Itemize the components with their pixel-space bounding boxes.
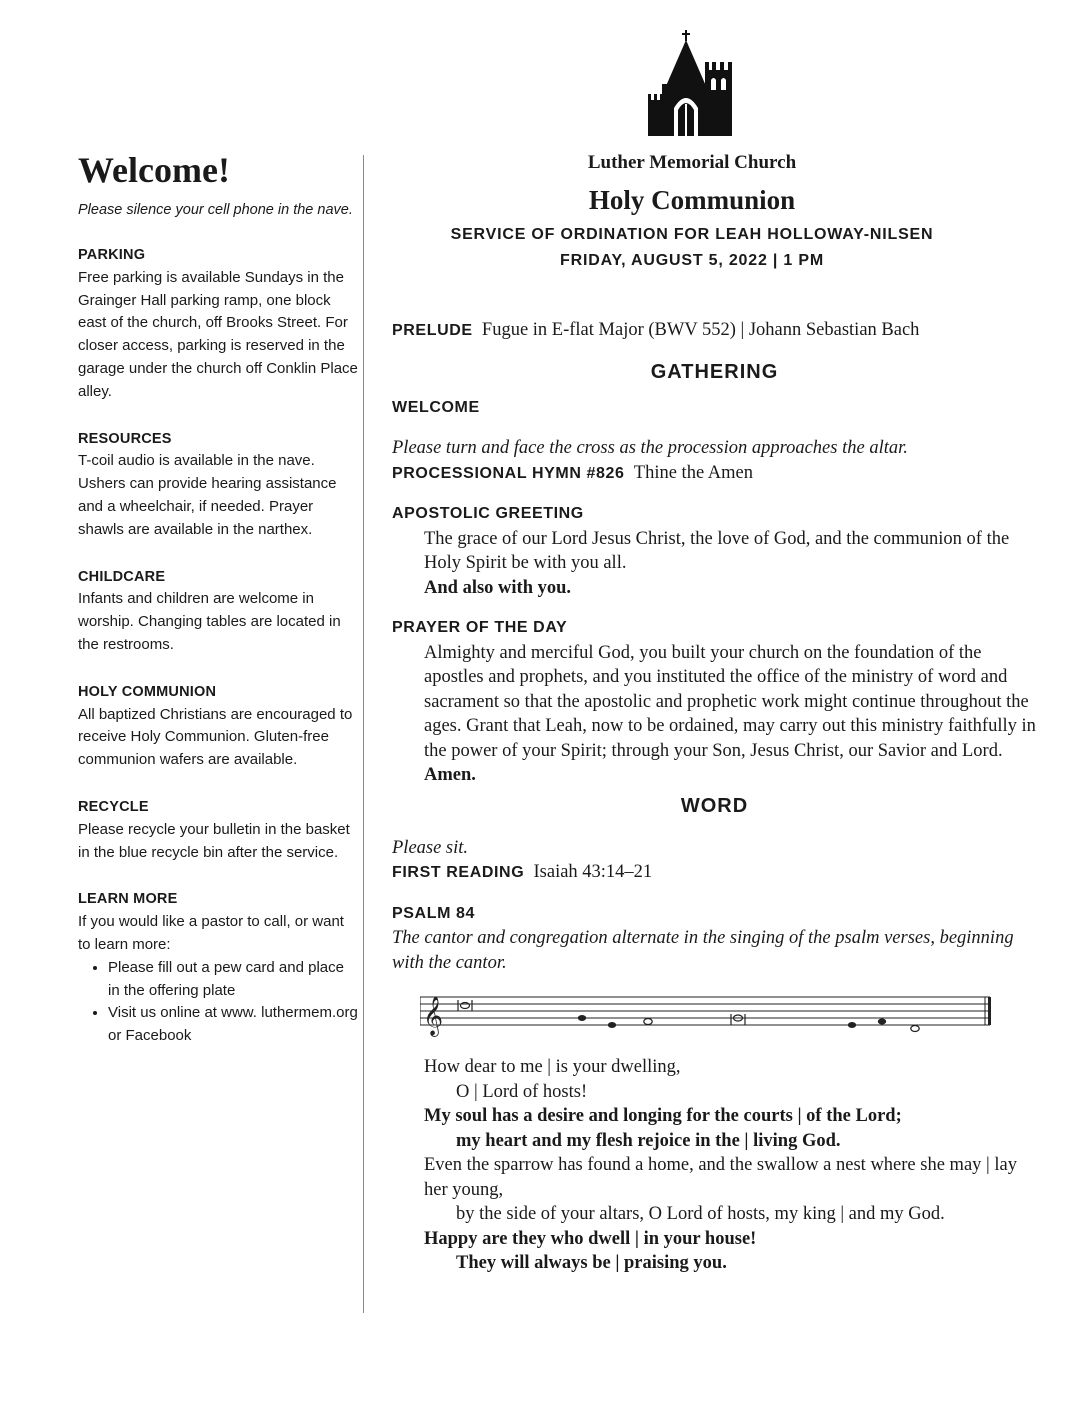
holy-communion-section [78,681,358,772]
section-heading: CHILDCARE [78,568,166,585]
order-of-worship [392,318,1037,1276]
section-body: T-coil audio is available in the nave. Ushers can provide hearing assistance and a wheelchair, if needed. Prayer shawls are available in the narthex. [78,452,337,538]
list-item: • Visit us online at www. luthermem.org or Facebook [108,1002,358,1048]
svg-text:𝄞: 𝄞 [423,996,444,1036]
church-name: Luther Memorial Church [587,152,797,173]
silence-note: Please silence your cell phone in the nave. [78,202,353,218]
psalm-text [392,1055,1037,1276]
childcare-section [78,566,358,657]
service-subtitle: SERVICE OF ORDINATION FOR LEAH HOLLOWAY-NILSEN [450,226,934,243]
reading-reference: Isaiah 43:14–21 [533,862,653,882]
column-divider [363,155,364,1313]
hymn-line [392,461,1037,487]
learn-more-section [78,888,358,1048]
section-heading: RECYCLE [78,798,149,815]
prelude-text: Fugue in E-flat Major (BWV 552) | Johann Sebastian Bach [481,320,920,340]
psalm-line: by the side of your altars, O Lord of hosts, my king | and my God. [456,1204,945,1224]
reading-line [392,860,1037,886]
psalm-heading: PSALM 84 [392,904,476,922]
procession-rubric: Please turn and face the cross as the procession approaches the altar. [392,438,908,458]
psalm-line: Even the sparrow has found a home, and the swallow a nest where she may | lay her young, [424,1155,1017,1200]
hymn-title: Thine the Amen [633,462,753,483]
section-body: Free parking is available Sundays in the Grainger Hall parking ramp, one block east of the church, off Brooks Street. For closer access, parking is reserved in the garage under the church off Conklin Place alley. [78,268,358,400]
psalm-line: my heart and my flesh rejoice in the | living God. [456,1130,841,1151]
psalm-line: How dear to me | is your dwelling, [424,1057,681,1077]
greeting-heading: APOSTOLIC GREETING [392,505,584,522]
prayer-heading: PRAYER OF THE DAY [392,619,568,636]
greeting-response: And also with you. [424,577,572,598]
psalm-line: They will always be | praising you. [456,1253,727,1273]
section-heading: LEARN MORE [78,891,178,908]
resources-section [78,428,358,542]
section-body: Infants and children are welcome in worship. Changing tables are located in the restrooms. [78,590,341,653]
welcome-column [78,148,358,1048]
church-icon [645,30,737,136]
welcome-title: Welcome! [78,150,230,190]
welcome-heading: WELCOME [392,398,480,416]
section-heading: HOLY COMMUNION [78,683,217,700]
word-heading: WORD [680,794,749,817]
recycle-section [78,796,358,864]
service-title: Holy Communion [588,185,796,215]
section-body: If you would like a pastor to call, or want to learn more: [78,913,344,953]
sit-rubric: Please sit. [392,837,469,858]
section-heading: PARKING [78,247,146,263]
prayer-response: Amen. [424,765,476,785]
prelude-line [392,318,1037,344]
section-body: All baptized Christians are encouraged to receive Holy Communion. Gluten-free communion wafers are available. [78,705,353,769]
greeting-text: The grace of our Lord Jesus Christ, the love of God, and the communion of the Holy Spirit be with you all. [424,528,1010,573]
prayer-text: Almighty and merciful God, you built your church on the foundation of the apostles and prophets, and you instituted the office of the ministry of word and sacrament so that the apostolic and prophetic work might continue throughout the ages. Grant that Leah, now to be ordained, may carry out this ministry faithfully in the power of your Spirit; through your Son, Jesus Christ, our Savior and Lord. [424,642,1036,761]
psalm-line: My soul has a desire and longing for the courts | of the Lord; [424,1106,902,1126]
service-date: FRIDAY, AUGUST 5, 2022 | 1 PM [560,252,824,269]
psalm-tone-staff [420,987,992,1039]
section-heading: RESOURCES [78,430,172,447]
psalm-line: Happy are they who dwell | in your house! [424,1228,757,1249]
list-item: • Please fill out a pew card and place in the offering plate [108,957,358,1003]
learn-more-list [78,957,358,1048]
section-body: Please recycle your bulletin in the basket in the blue recycle bin after the service. [78,820,350,861]
gathering-heading: GATHERING [650,360,779,383]
prelude-label: PRELUDE [392,322,473,339]
parking-section [78,244,358,404]
psalm-rubric: The cantor and congregation alternate in the singing of the psalm verses, beginning with the cantor. [392,928,1014,973]
psalm-line: O | Lord of hosts! [456,1081,588,1102]
hymn-label: PROCESSIONAL HYMN #826 [392,464,625,482]
reading-label: FIRST READING [392,864,525,881]
